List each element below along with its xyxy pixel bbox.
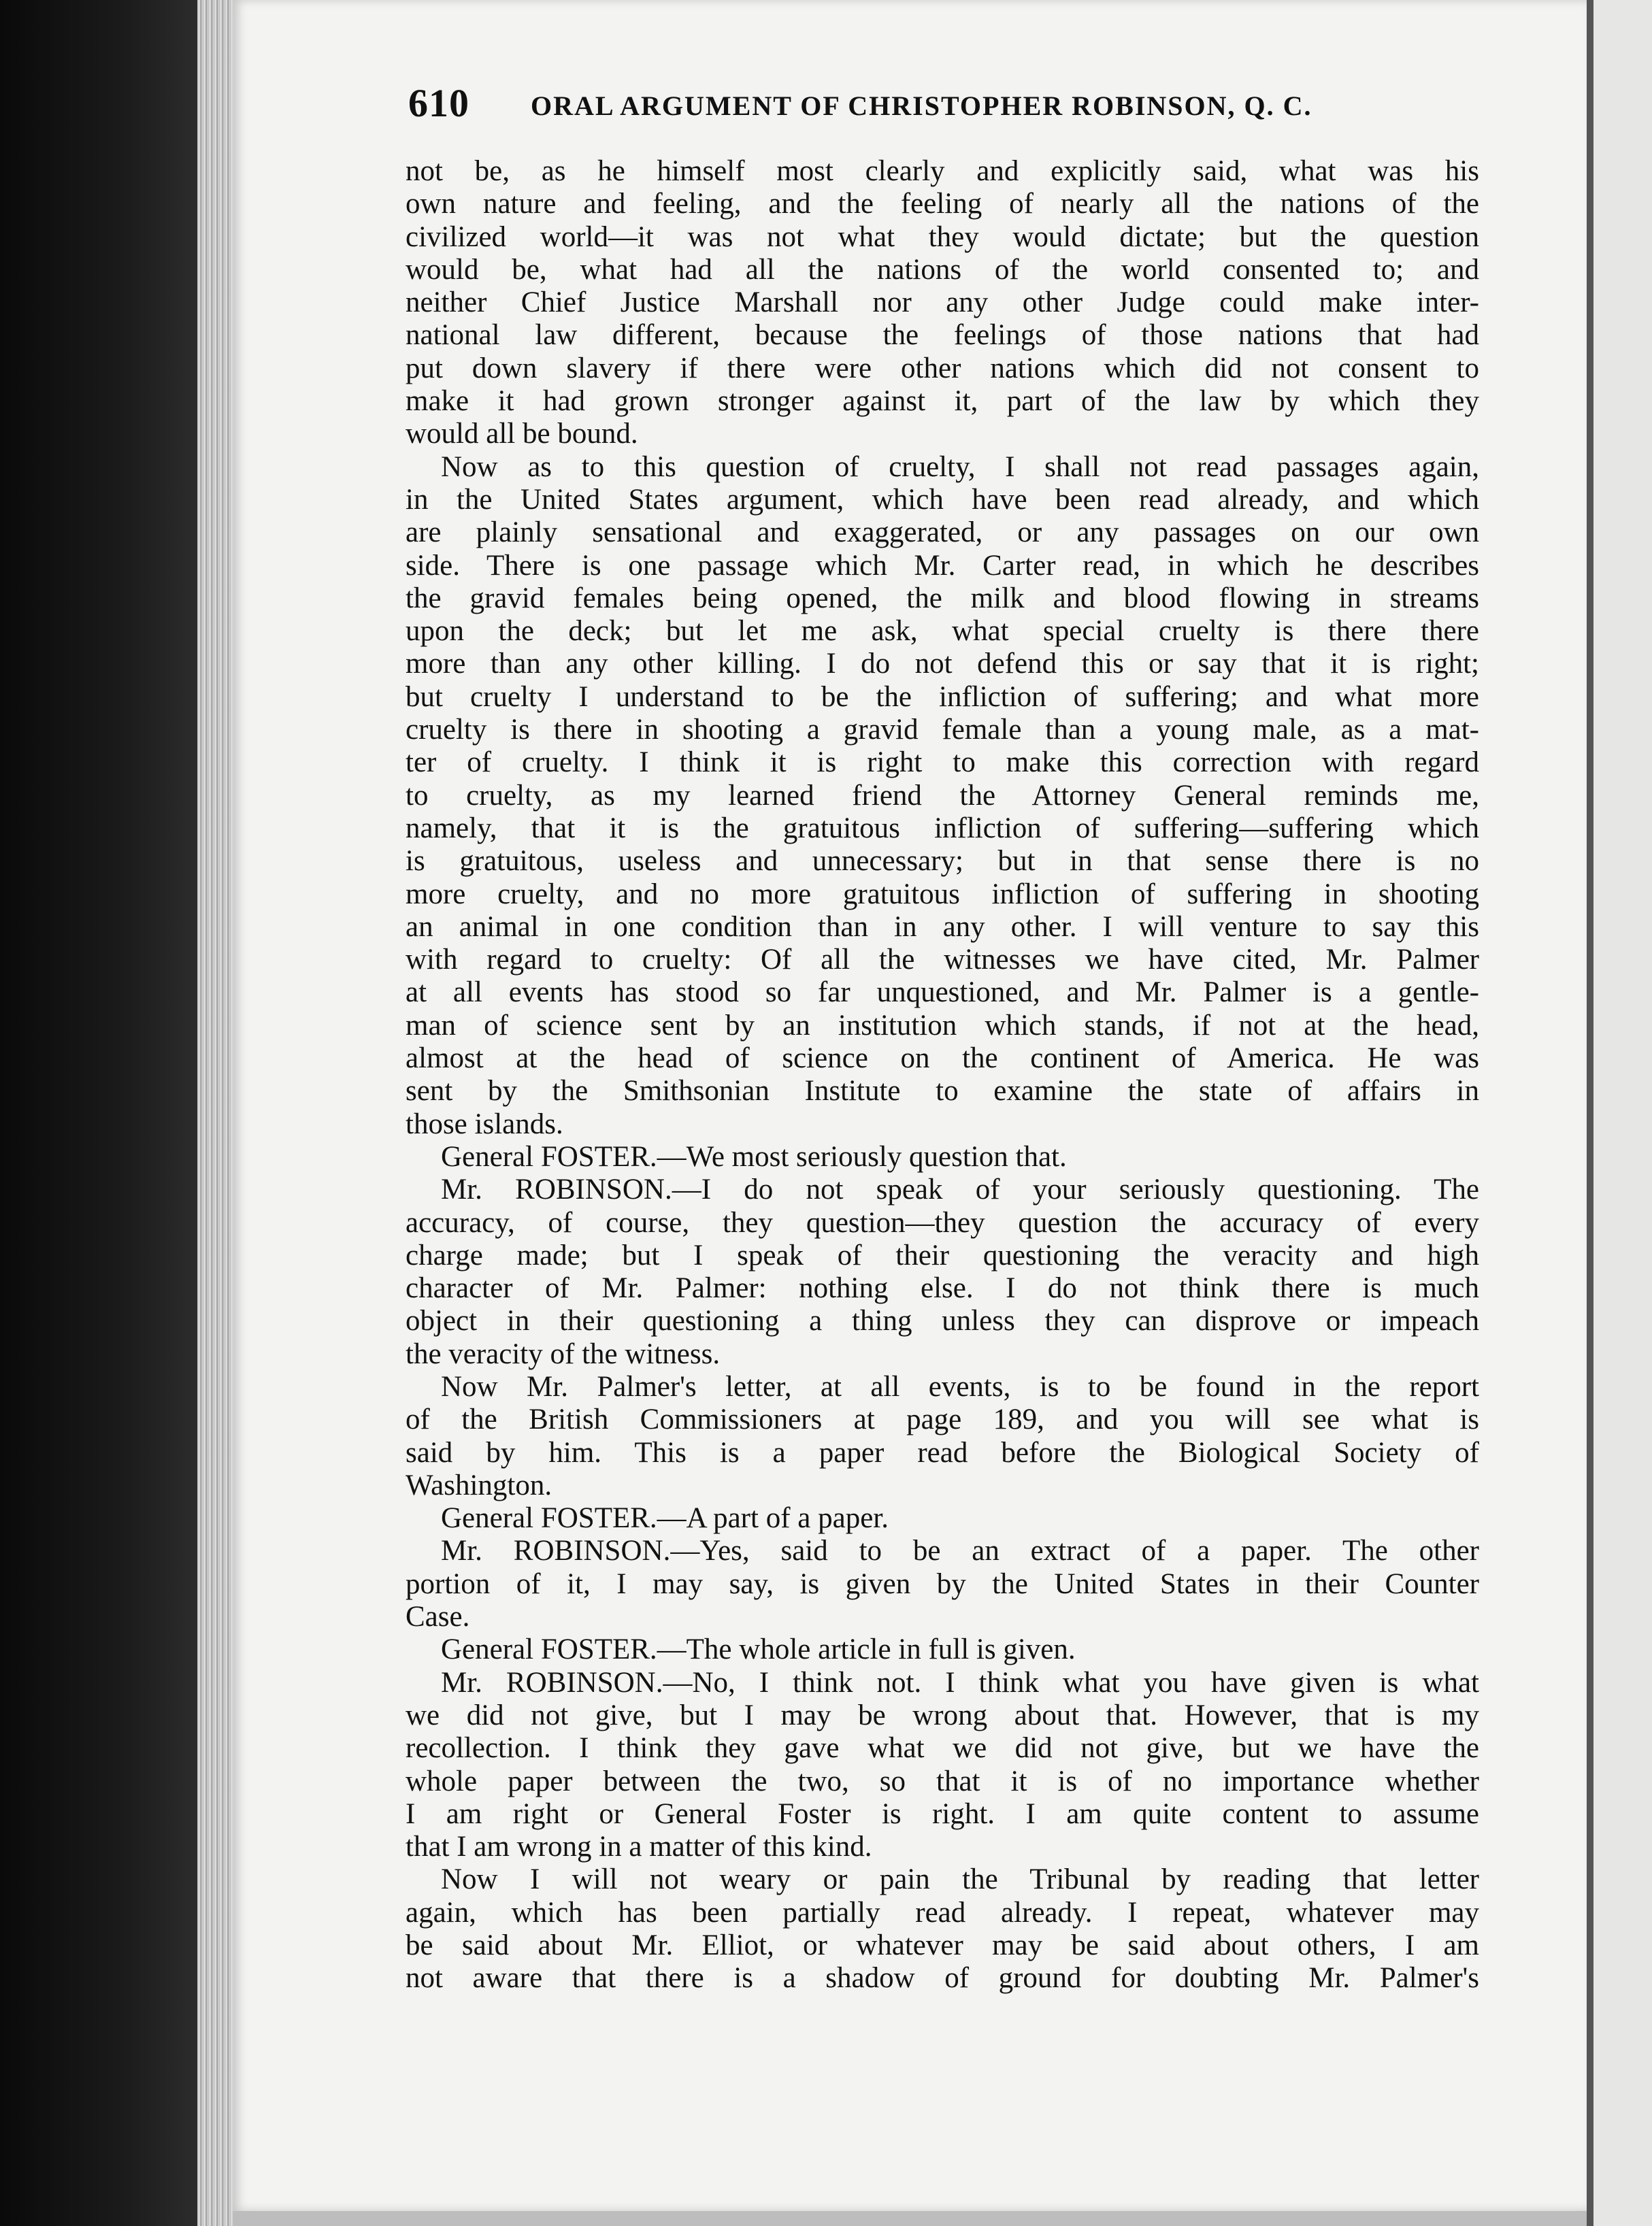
text-line: the veracity of the witness. (406, 1338, 721, 1370)
text-line: are plainly sensational and exaggerated, or any passages on our own (406, 516, 1479, 549)
paragraph (406, 1502, 1479, 1535)
text-line: national law different, because the feelings of those nations that had (406, 319, 1479, 352)
paragraph (406, 1141, 1479, 1174)
paragraph (406, 1535, 1479, 1633)
paragraph (406, 1174, 1479, 1371)
text-line: civilized world—it was not what they would dictate; but the question (406, 220, 1479, 253)
text-line: in the United States argument, which have been read already, and which (406, 483, 1479, 516)
page-number: 610 (408, 81, 469, 125)
text-line: more cruelty, and no more gratuitous infliction of suffering in shooting (406, 878, 1479, 910)
body-text (406, 155, 1479, 1995)
text-line: those islands. (406, 1108, 563, 1140)
text-line: would be, what had all the nations of the world consented to; and (406, 253, 1479, 286)
text-line: not aware that there is a shadow of ground for doubting Mr. Palmer's (406, 1962, 1479, 1995)
text-line: said by him. This is a paper read before the Biological Society of (406, 1436, 1479, 1469)
text-line: the gravid females being opened, the milk and blood flowing in streams (406, 582, 1479, 614)
text-line: man of science sent by an institution which stands, if not at the head, (406, 1009, 1479, 1042)
text-line: an animal in one condition than in any other. I will venture to say this (406, 910, 1479, 943)
text-line: at all events has stood so far unquestioned, and Mr. Palmer is a gentle- (406, 976, 1479, 1009)
text-line: almost at the head of science on the continent of America. He was (406, 1042, 1479, 1075)
text-line: General FOSTER.—A part of a paper. (441, 1502, 889, 1535)
text-line: make it had grown stronger against it, part of the law by which they (406, 385, 1479, 418)
page-edges (197, 0, 233, 2226)
text-line: Now as to this question of cruelty, I shall not read passages again, (441, 450, 1479, 483)
text-line: neither Chief Justice Marshall nor any other Judge could make inter- (406, 286, 1479, 319)
paragraph (406, 155, 1479, 451)
text-line: not be, as he himself most clearly and explicitly said, what was his (406, 155, 1479, 187)
text-line: Mr. ROBINSON.—No, I think not. I think what you have given is what (441, 1666, 1479, 1699)
book-binding-shadow (0, 0, 197, 2226)
text-line: of the British Commissioners at page 189, and you will see what is (406, 1403, 1479, 1436)
text-line: Mr. ROBINSON.—Yes, said to be an extract of a paper. The other (441, 1535, 1479, 1567)
text-line: charge made; but I speak of their questioning the veracity and high (406, 1239, 1479, 1272)
page-header (408, 80, 1374, 135)
text-line: object in their questioning a thing unless they can disprove or impeach (406, 1305, 1479, 1338)
text-line: General FOSTER.—The whole article in full is given. (441, 1633, 1076, 1666)
text-line: side. There is one passage which Mr. Carter read, in which he describes (406, 549, 1479, 582)
paragraph (406, 1633, 1479, 1666)
facing-page-edge (1593, 0, 1652, 2226)
text-line: Case. (406, 1601, 470, 1633)
paragraph (406, 451, 1479, 1141)
text-line: accuracy, of course, they question—they question the accuracy of every (406, 1206, 1479, 1239)
text-line: General FOSTER.—We most seriously question that. (441, 1140, 1067, 1173)
text-line: own nature and feeling, and the feeling of nearly all the nations of the (406, 188, 1479, 220)
text-line: again, which has been partially read already. I repeat, whatever may (406, 1896, 1479, 1929)
text-line: to cruelty, as my learned friend the Attorney General reminds me, (406, 779, 1479, 812)
page-gutter (1587, 0, 1593, 2226)
paragraph (406, 1863, 1479, 1995)
text-line: sent by the Smithsonian Institute to examine the state of affairs in (406, 1075, 1479, 1108)
text-line: Washington. (406, 1469, 552, 1501)
text-line: that I am wrong in a matter of this kind. (406, 1831, 872, 1863)
text-line: put down slavery if there were other nations which did not consent to (406, 352, 1479, 384)
text-line: portion of it, I may say, is given by the United States in their Counter (406, 1567, 1479, 1600)
text-line: recollection. I think they gave what we did not give, but we have the (406, 1732, 1479, 1765)
text-line: be said about Mr. Elliot, or whatever may be said about others, I am (406, 1929, 1479, 1962)
text-line: Mr. ROBINSON.—I do not speak of your seriously questioning. The (441, 1174, 1479, 1206)
paragraph (406, 1667, 1479, 1864)
text-line: ter of cruelty. I think it is right to make this correction with regard (406, 746, 1479, 779)
text-line: with regard to cruelty: Of all the witnesses we have cited, Mr. Palmer (406, 944, 1479, 976)
text-line: cruelty is there in shooting a gravid female than a young male, as a mat- (406, 714, 1479, 746)
running-head: ORAL ARGUMENT OF CHRISTOPHER ROBINSON, Q. C. (531, 90, 1312, 121)
text-line: I am right or General Foster is right. I am quite content to assume (406, 1797, 1479, 1830)
text-line: we did not give, but I may be wrong about that. However, that is my (406, 1699, 1479, 1731)
paragraph (406, 1371, 1479, 1502)
text-line: would all be bound. (406, 418, 638, 450)
text-line: namely, that it is the gratuitous infliction of suffering—suffering which (406, 812, 1479, 844)
text-line: whole paper between the two, so that it is of no importance whether (406, 1765, 1479, 1797)
text-line: character of Mr. Palmer: nothing else. I do not think there is much (406, 1272, 1479, 1305)
text-line: Now Mr. Palmer's letter, at all events, is to be found in the report (441, 1370, 1479, 1403)
page-bottom-edge (233, 2211, 1587, 2226)
text-line: is gratuitous, useless and unnecessary; but in that sense there is no (406, 845, 1479, 878)
text-line: but cruelty I understand to be the infliction of suffering; and what more (406, 680, 1479, 713)
text-line: more than any other killing. I do not defend this or say that it is right; (406, 648, 1479, 680)
text-line: upon the deck; but let me ask, what special cruelty is there there (406, 615, 1479, 648)
text-line: Now I will not weary or pain the Tribunal by reading that letter (441, 1863, 1479, 1896)
